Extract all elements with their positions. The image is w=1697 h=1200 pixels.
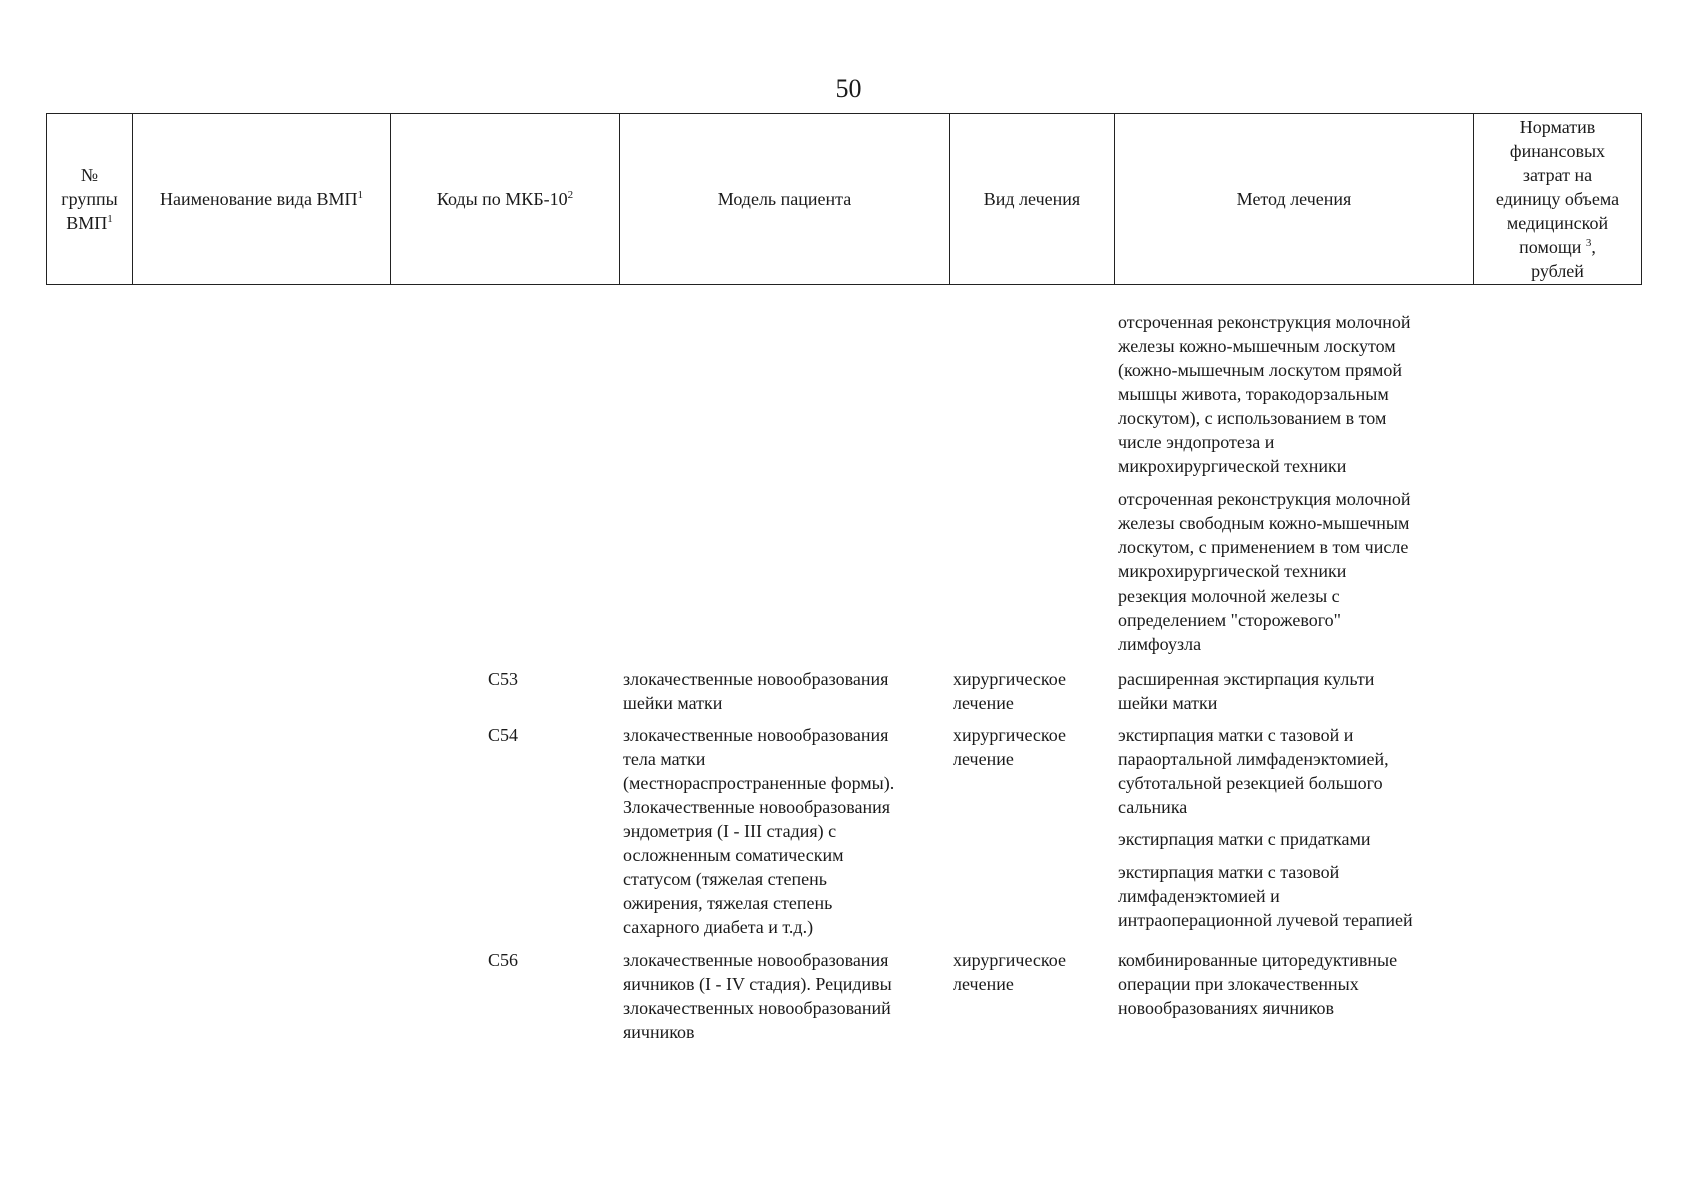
method-text: отсроченная реконструкция молочной железы кожно-мышечным лоскутом (кожно-мышечным лоскутом прямой мышцы живота, торакодорзальным лоскутом), с использованием в том числе эндопротеза и микрохирургической техники <box>1118 312 1411 476</box>
patient-model-text: злокачественные новообразования яичников (I - IV стадия). Рецидивы злокачественных новообразований яичников <box>623 950 892 1042</box>
method-text: отсроченная реконструкция молочной железы свободным кожно-мышечным лоскутом, с применением в том числе микрохирургической техники <box>1118 489 1411 581</box>
header-patient-model: Модель пациента <box>717 189 852 209</box>
header-bottom-rule <box>46 284 1642 285</box>
method-text: комбинированные циторедуктивные операции при злокачественных новообразованиях яичников <box>1118 950 1398 1018</box>
patient-model-text: злокачественные новообразования шейки матки <box>623 669 889 713</box>
icd-code: C56 <box>488 950 519 970</box>
treatment-type-text: хирургическое лечение <box>953 950 1066 994</box>
method-text: расширенная экстирпация культи шейки матки <box>1118 669 1375 713</box>
icd-code: C53 <box>488 669 519 689</box>
method-text: экстирпация матки с тазовой лимфаденэктомией и интраоперационной лучевой терапией <box>1118 862 1413 930</box>
patient-model-text: злокачественные новообразования тела матки (местнораспространенные формы). Злокачественные новообразования эндометрия (I - III стадия) с осложненным соматическим статусом (тяжелая степень ожирения, тяжелая степень сахарного диабета и т.д.) <box>623 725 895 937</box>
header-treatment-type: Вид лечения <box>983 189 1081 209</box>
header-icd-codes: Коды по МКБ-$10^2$ <box>436 189 574 209</box>
header-cost-norm: Норматив финансовых затрат на единицу объема медицинской помощи $^3$, рублей <box>1495 117 1620 281</box>
header-divider <box>1641 113 1642 284</box>
header-treatment-method: Метод лечения <box>1236 189 1352 209</box>
header-vmp-name: Наименование вида ВМП$^1$ <box>160 189 363 209</box>
icd-code: C54 <box>488 725 519 745</box>
method-text: экстирпация матки с тазовой и параортальной лимфаденэктомией, субтотальной резекцией большого сальника <box>1118 725 1389 817</box>
header-group-number: № группы ВМП$^1$ <box>61 165 118 233</box>
page-number: 50 <box>835 74 862 103</box>
treatment-type-text: хирургическое лечение <box>953 669 1066 713</box>
method-text: экстирпация матки с придатками <box>1118 829 1371 849</box>
treatment-type-text: хирургическое лечение <box>953 725 1066 769</box>
method-text: резекция молочной железы с определением "сторожевого" лимфоузла <box>1118 586 1342 654</box>
